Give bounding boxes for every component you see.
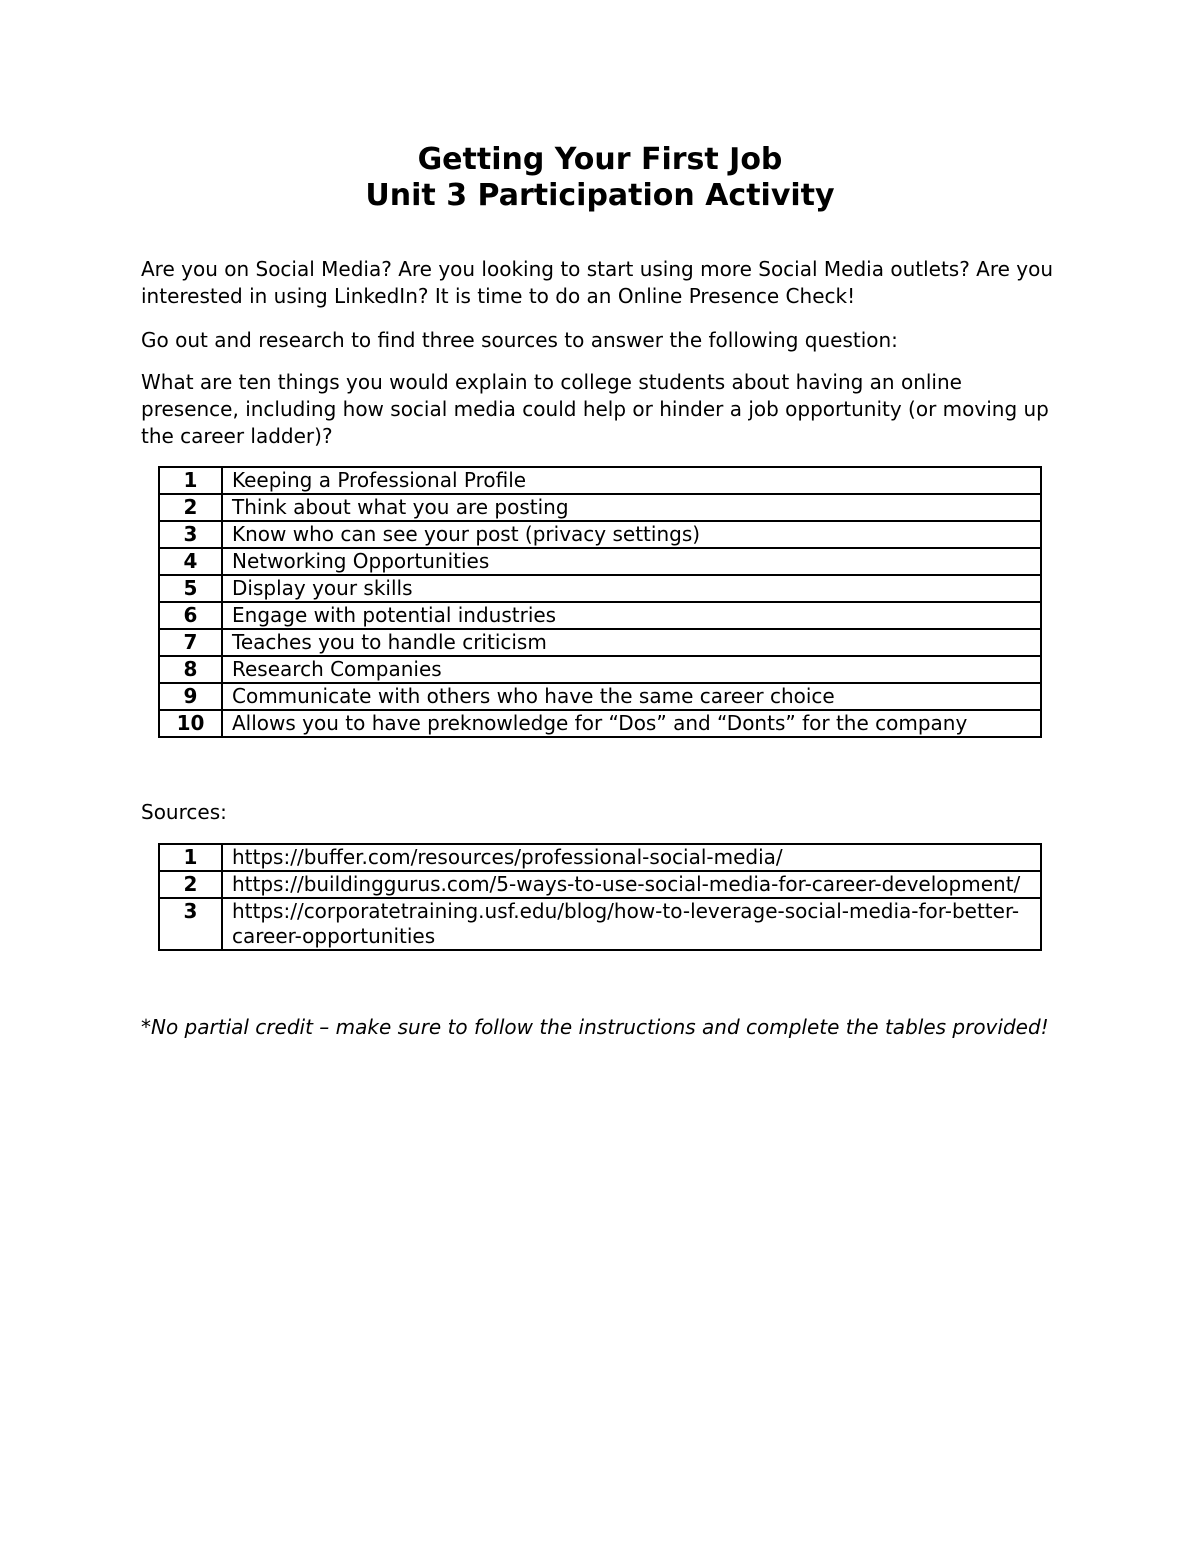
row-number: 4 [159,548,222,575]
row-number: 2 [159,871,222,898]
instruction-paragraph: Go out and research to find three sources to answer the following question: [141,328,898,352]
table-row [159,467,1041,494]
table-row [159,548,1041,575]
row-text: Teaches you to handle criticism [222,629,1041,656]
table-row [159,844,1041,871]
row-text: Communicate with others who have the same career choice [222,683,1041,710]
row-number: 3 [159,521,222,548]
table-row [159,683,1041,710]
sources-table [158,843,1042,951]
table-row [159,898,1041,950]
table-row [159,710,1041,737]
table-row [159,575,1041,602]
row-number: 10 [159,710,222,737]
row-number: 1 [159,467,222,494]
table-row [159,629,1041,656]
document-subtitle: Unit 3 Participation Activity [365,178,835,213]
footnote: *No partial credit – make sure to follow the instructions and complete the tables provided! [141,1015,1049,1039]
row-number: 1 [159,844,222,871]
row-number: 8 [159,656,222,683]
things-table [158,466,1042,738]
source-url: https://buffer.com/resources/professional-social-media/ [222,844,1041,871]
table-row [159,656,1041,683]
row-number: 6 [159,602,222,629]
source-url: https://corporatetraining.usf.edu/blog/how-to-leverage-social-media-for-better-career-opportunities [222,898,1041,950]
row-text: Engage with potential industries [222,602,1041,629]
table-row [159,871,1041,898]
row-text: Think about what you are posting [222,494,1041,521]
source-url: https://buildinggurus.com/5-ways-to-use-social-media-for-career-development/ [222,871,1041,898]
row-number: 7 [159,629,222,656]
row-text: Allows you to have preknowledge for “Dos” and “Donts” for the company [222,710,1041,737]
row-number: 2 [159,494,222,521]
table-row [159,602,1041,629]
row-number: 9 [159,683,222,710]
row-text: Display your skills [222,575,1041,602]
table-row [159,494,1041,521]
question-paragraph: What are ten things you would explain to college students about having an online presence, including how social media could help or hinder a job opportunity (or moving up the career ladder)? [141,370,1049,448]
row-number: 5 [159,575,222,602]
table-row [159,521,1041,548]
row-text: Networking Opportunities [222,548,1041,575]
row-text: Research Companies [222,656,1041,683]
document-title: Getting Your First Job [417,142,783,177]
row-text: Keeping a Professional Profile [222,467,1041,494]
row-number: 3 [159,898,222,950]
sources-label: Sources: [141,800,227,824]
intro-paragraph: Are you on Social Media? Are you looking to start using more Social Media outlets? Are you interested in using LinkedIn? It is time to do an Online Presence Check! [141,257,1054,308]
row-text: Know who can see your post (privacy settings) [222,521,1041,548]
